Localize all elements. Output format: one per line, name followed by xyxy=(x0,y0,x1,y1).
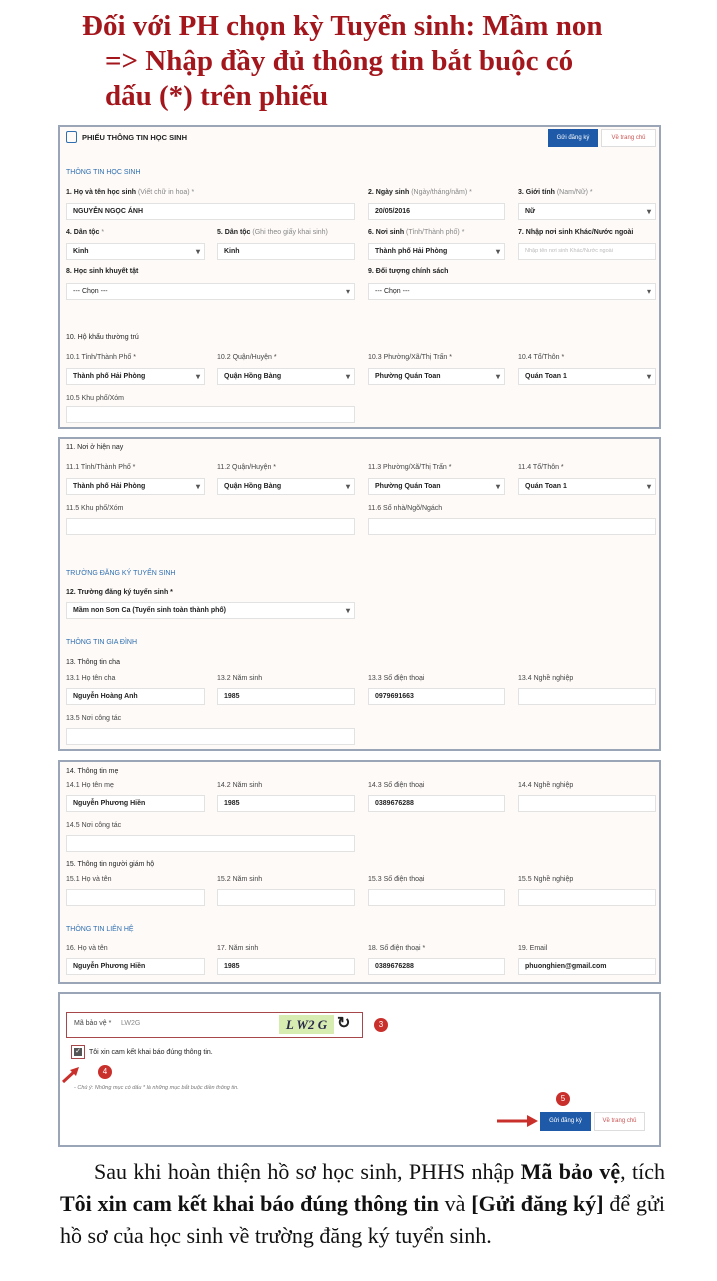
label-14-3: 14.3 Số điện thoại xyxy=(368,782,425,789)
other-birthplace-input[interactable]: Nhập tên nơi sinh Khác/Nước ngoài xyxy=(518,243,656,260)
label-14-4: 14.4 Nghề nghiệp xyxy=(518,782,574,789)
label-13-2: 13.2 Năm sinh xyxy=(217,675,263,682)
group-15: 15. Thông tin người giám hộ xyxy=(66,861,155,868)
contact-phone-input[interactable]: 0389676288 xyxy=(368,958,505,975)
cur-ward-select[interactable]: Phường Quán Toan ▾ xyxy=(368,478,505,495)
policy-select[interactable]: --- Chọn --- ▾ xyxy=(368,283,656,300)
home-button-top[interactable]: Về trang chủ xyxy=(601,129,656,147)
label-f8: 8. Học sinh khuyết tật xyxy=(66,268,139,275)
label-f2: 2. Ngày sinh (Ngày/tháng/năm) * xyxy=(368,189,472,196)
label-16: 16. Họ và tên xyxy=(66,945,108,952)
gender-select[interactable]: Nữ ▾ xyxy=(518,203,656,220)
label-15-3: 15.3 Số điện thoại xyxy=(368,876,425,883)
label-13-5: 13.5 Nơi công tác xyxy=(66,715,122,722)
disability-select[interactable]: --- Chọn --- ▾ xyxy=(66,283,355,300)
label-12: 12. Trường đăng ký tuyển sinh * xyxy=(66,589,173,596)
father-birthyear-input[interactable]: 1985 xyxy=(217,688,355,705)
mother-workplace-input[interactable] xyxy=(66,835,355,852)
father-phone-input[interactable]: 0979691663 xyxy=(368,688,505,705)
label-11-4: 11.4 Tổ/Thôn * xyxy=(518,464,564,471)
commit-label: Tôi xin cam kết khai báo đúng thông tin. xyxy=(89,1049,213,1056)
refresh-icon[interactable]: ↻ xyxy=(337,1015,351,1032)
label-11-5: 11.5 Khu phố/Xóm xyxy=(66,505,124,512)
form-title: PHIẾU THÔNG TIN HỌC SINH xyxy=(82,133,188,142)
label-f4: 4. Dân tộc * xyxy=(66,229,105,236)
birthdate-input[interactable]: 20/05/2016 xyxy=(368,203,505,220)
guardian-birthyear-input[interactable] xyxy=(217,889,355,906)
birthplace-select[interactable]: Thành phố Hải Phòng ▾ xyxy=(368,243,505,260)
group-13: 13. Thông tin cha xyxy=(66,659,120,666)
perm-ward-select[interactable]: Phường Quán Toan ▾ xyxy=(368,368,505,385)
label-17: 17. Năm sinh xyxy=(217,945,259,952)
mother-phone-input[interactable]: 0389676288 xyxy=(368,795,505,812)
mother-job-input[interactable] xyxy=(518,795,656,812)
contact-email-input[interactable]: phuonghien@gmail.com xyxy=(518,958,656,975)
father-job-input[interactable] xyxy=(518,688,656,705)
label-f6: 6. Nơi sinh (Tỉnh/Thành phố) * xyxy=(368,229,465,236)
section-school: TRƯỜNG ĐĂNG KÝ TUYỂN SINH xyxy=(66,570,176,577)
group-14: 14. Thông tin mẹ xyxy=(66,768,119,775)
label-10-2: 10.2 Quận/Huyện * xyxy=(217,354,277,361)
ethnicity-birth-input[interactable]: Kinh xyxy=(217,243,355,260)
label-f3: 3. Giới tính (Nam/Nữ) * xyxy=(518,189,593,196)
step-badge-3: 3 xyxy=(374,1018,388,1032)
section-contact: THÔNG TIN LIÊN HỆ xyxy=(66,926,134,933)
commit-checkbox[interactable]: ✓ xyxy=(75,1048,81,1055)
step-badge-5: 5 xyxy=(556,1092,570,1106)
label-f9: 9. Đối tượng chính sách xyxy=(368,268,449,275)
heading-line-2: => Nhập đầy đủ thông tin bắt buộc có xyxy=(105,45,574,77)
label-14-2: 14.2 Năm sinh xyxy=(217,782,263,789)
label-10-1: 10.1 Tỉnh/Thành Phố * xyxy=(66,354,136,361)
guardian-name-input[interactable] xyxy=(66,889,205,906)
cur-province-select[interactable]: Thành phố Hải Phòng ▾ xyxy=(66,478,205,495)
heading-line-3: dấu (*) trên phiếu xyxy=(105,80,329,112)
label-13-4: 13.4 Nghề nghiệp xyxy=(518,675,574,682)
label-10-4: 10.4 Tổ/Thôn * xyxy=(518,354,565,361)
label-f7: 7. Nhập nơi sinh Khác/Nước ngoài xyxy=(518,229,634,236)
group-11: 11. Nơi ở hiện nay xyxy=(66,444,124,451)
label-15-5: 15.5 Nghề nghiệp xyxy=(518,876,574,883)
perm-district-select[interactable]: Quận Hồng Bàng ▾ xyxy=(217,368,355,385)
school-select[interactable]: Mầm non Sơn Ca (Tuyển sinh toàn thành phố) ▾ xyxy=(66,602,355,619)
label-15-2: 15.2 Năm sinh xyxy=(217,876,263,883)
label-13-1: 13.1 Họ tên cha xyxy=(66,675,116,682)
label-10-3: 10.3 Phường/Xã/Thị Trấn * xyxy=(368,354,452,361)
label-13-3: 13.3 Số điện thoại xyxy=(368,675,425,682)
section-family: THÔNG TIN GIA ĐÌNH xyxy=(66,639,138,646)
cur-district-select[interactable]: Quận Hồng Bàng ▾ xyxy=(217,478,355,495)
mother-name-input[interactable]: Nguyễn Phương Hiền xyxy=(66,795,205,812)
father-workplace-input[interactable] xyxy=(66,728,355,745)
captcha-label: Mã bảo vệ * xyxy=(74,1020,112,1027)
contact-birthyear-input[interactable]: 1985 xyxy=(217,958,355,975)
mother-birthyear-input[interactable]: 1985 xyxy=(217,795,355,812)
submit-button[interactable]: Gửi đăng ký xyxy=(540,1112,591,1131)
perm-street-input[interactable] xyxy=(66,406,355,423)
step-badge-4: 4 xyxy=(98,1065,112,1079)
ethnicity-select[interactable]: Kinh ▾ xyxy=(66,243,205,260)
captcha-image: L W2 G xyxy=(279,1015,334,1034)
label-15-1: 15.1 Họ và tên xyxy=(66,876,112,883)
heading-line-1: Đối với PH chọn kỳ Tuyển sinh: Mầm non xyxy=(82,10,603,42)
label-19: 19. Email xyxy=(518,945,548,952)
perm-hamlet-select[interactable]: Quán Toan 1 ▾ xyxy=(518,368,656,385)
label-11-2: 11.2 Quận/Huyện * xyxy=(217,464,277,471)
student-name-input[interactable]: NGUYỄN NGỌC ÁNH xyxy=(66,203,355,220)
group-10: 10. Hộ khẩu thường trú xyxy=(66,334,139,341)
captcha-input[interactable]: LW2G xyxy=(115,1016,278,1033)
perm-province-select[interactable]: Thành phố Hải Phòng ▾ xyxy=(66,368,205,385)
contact-name-input[interactable]: Nguyễn Phương Hiền xyxy=(66,958,205,975)
cur-street-input[interactable] xyxy=(66,518,355,535)
arrow-icon-5 xyxy=(495,1114,539,1128)
guardian-phone-input[interactable] xyxy=(368,889,505,906)
guardian-job-input[interactable] xyxy=(518,889,656,906)
form-icon xyxy=(66,131,77,143)
label-14-1: 14.1 Họ tên mẹ xyxy=(66,782,114,789)
label-10-5: 10.5 Khu phố/Xóm xyxy=(66,395,124,402)
label-f5: 5. Dân tộc (Ghi theo giấy khai sinh) xyxy=(217,229,328,236)
label-11-6: 11.6 Số nhà/Ngõ/Ngách xyxy=(368,505,443,512)
cur-hamlet-select[interactable]: Quán Toan 1 ▾ xyxy=(518,478,656,495)
panel-mother-contact xyxy=(58,760,661,984)
label-14-5: 14.5 Nơi công tác xyxy=(66,822,122,829)
arrow-icon-4 xyxy=(60,1064,82,1084)
label-11-1: 11.1 Tỉnh/Thành Phố * xyxy=(66,464,136,471)
label-11-3: 11.3 Phường/Xã/Thị Trấn * xyxy=(368,464,452,471)
cur-house-input[interactable] xyxy=(368,518,656,535)
instruction-paragraph: Sau khi hoàn thiện hồ sơ học sinh, PHHS nhập Mã bảo vệ, tích Tôi xin cam kết khai báo đúng thông tin và [Gửi đăng ký] để gửi hồ sơ của học sinh về trường đăng ký tuyển sinh. xyxy=(60,1159,666,1248)
father-name-input[interactable]: Nguyễn Hoàng Anh xyxy=(66,688,205,705)
label-18: 18. Số điện thoại * xyxy=(368,945,426,952)
section-student: THÔNG TIN HỌC SINH xyxy=(66,169,141,176)
home-button[interactable]: Về trang chủ xyxy=(594,1112,645,1131)
submit-button-top[interactable]: Gửi đăng ký xyxy=(548,129,598,147)
label-f1: 1. Họ và tên học sinh (Viết chữ in hoa) * xyxy=(66,189,195,196)
required-note: - Chú ý: Những mục có dấu * là những mục bắt buộc điền thông tin. xyxy=(74,1085,239,1091)
